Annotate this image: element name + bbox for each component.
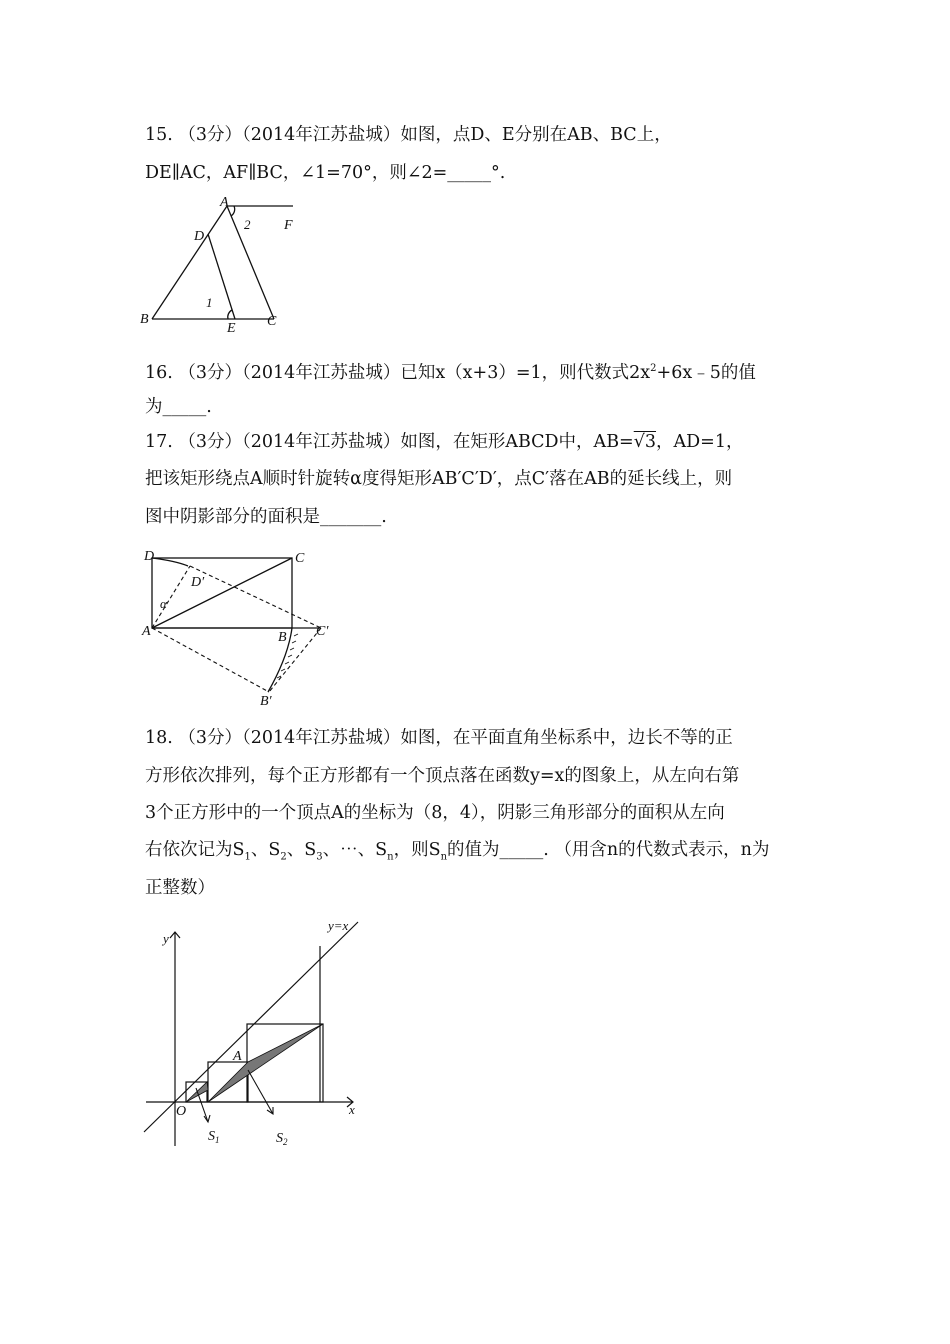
- q17-figure: [138, 542, 348, 712]
- shaded-triangle-s2: [208, 1024, 323, 1102]
- segment-ac: [227, 206, 274, 319]
- label-a: A: [220, 195, 229, 210]
- arrow-s2-line: [248, 1070, 273, 1114]
- label-a: A: [233, 1049, 242, 1064]
- label-y-equals-x: y=x: [328, 918, 349, 933]
- q18-line1: 18. （3分）（2014年江苏盐城）如图，在平面直角坐标系中，边长不等的正: [145, 728, 733, 748]
- label-angle-2: 2: [244, 217, 251, 232]
- label-a: A: [142, 624, 151, 639]
- q18-line2: 方形依次排列，每个正方形都有一个顶点落在函数y=x的图象上，从左向右第: [145, 766, 740, 786]
- label-e: E: [227, 321, 236, 336]
- side-cb-rotated: [269, 628, 321, 692]
- arc-dd: [152, 558, 188, 566]
- label-x: x: [349, 1102, 355, 1117]
- label-origin: O: [176, 1104, 187, 1119]
- label-f: F: [284, 218, 293, 233]
- q17-line1: 17. （3分）（2014年江苏盐城）如图，在矩形ABCD中，AB=√3，AD=1，: [145, 432, 744, 452]
- q15-line2: DE∥AC，AF∥BC，∠1=70°，则∠2=_____°.: [145, 163, 506, 183]
- q16-line2: 为_____.: [145, 397, 212, 417]
- label-b-prime: B′: [260, 694, 272, 709]
- label-y: y: [163, 931, 169, 946]
- segment-ab: [152, 206, 227, 319]
- line-y-equals-x: [144, 922, 358, 1132]
- label-b: B: [140, 312, 149, 327]
- diagonal-ac: [152, 558, 292, 628]
- label-c: C: [295, 551, 305, 566]
- q18-line4: 右依次记为$S_1$、$S_2$、$S_3$、⋯、$S_n$，则$S_n$的值为_____. （用含n的代数式表示，n为: [145, 840, 770, 863]
- angle-1-arc: [228, 310, 232, 319]
- side-ab-rotated: [152, 628, 269, 692]
- label-s1: $S_1$: [208, 1129, 220, 1145]
- label-angle-1: 1: [206, 295, 213, 310]
- label-b: B: [278, 630, 287, 645]
- q15-figure: [138, 194, 308, 339]
- q18-figure: [138, 910, 368, 1150]
- q15-line1: 15. （3分）（2014年江苏盐城）如图，点D、E分别在AB、BC上，: [145, 125, 672, 145]
- side-dc-rotated: [190, 566, 321, 628]
- q16-line1: 16. （3分）（2014年江苏盐城）已知x（x+3）=1，则代数式$2x^2+6x﹣5$的值: [145, 362, 756, 383]
- label-d: D: [194, 229, 205, 244]
- label-alpha: α: [160, 596, 167, 611]
- label-d: D: [144, 549, 155, 564]
- label-c-prime: C′: [316, 624, 329, 639]
- q18-line5: 正整数）: [145, 878, 215, 898]
- q18-line3: 3个正方形中的一个顶点A的坐标为（8，4），阴影三角形部分的面积从左向: [145, 803, 725, 823]
- angle-2-arc: [231, 206, 235, 216]
- q17-line3: 图中阴影部分的面积是_______.: [145, 507, 387, 527]
- label-s2: $S_2$: [276, 1131, 288, 1147]
- label-c: C: [267, 314, 277, 329]
- sqrt-3: √3: [633, 432, 657, 452]
- label-d-prime: D′: [191, 575, 205, 590]
- q17-line2: 把该矩形绕点A顺时针旋转α度得矩形AB′C′D′，点C′落在AB的延长线上，则: [145, 469, 733, 489]
